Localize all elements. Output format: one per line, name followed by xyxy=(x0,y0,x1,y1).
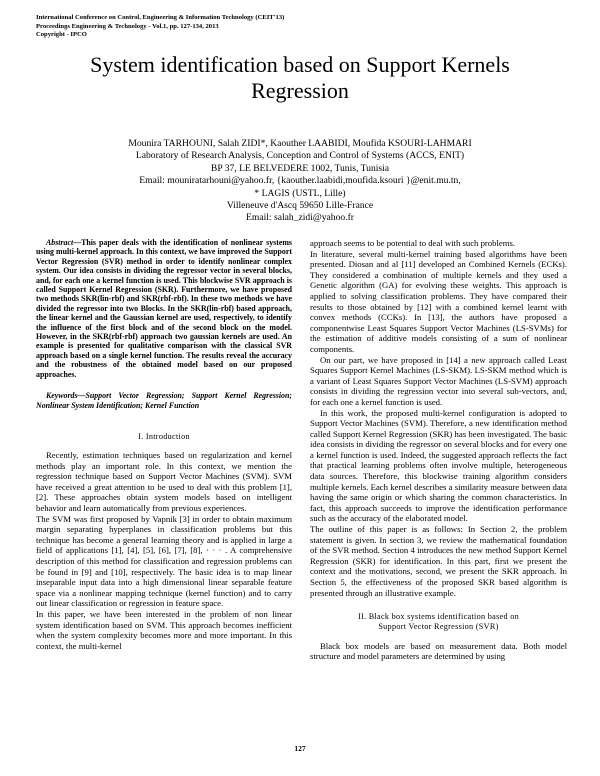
affiliation-1: Laboratory of Research Analysis, Conception and Control of Systems (ACCS, ENIT) xyxy=(135,150,465,162)
right-paragraph-3: On our part, we have proposed in [14] a new approach called Least Squares Support Kernel Machines (LS-SKM). LS-SKM method which is a variant of Least Squares Support Vector Machines (LS-SVM) approach consists in dividing the regression vector into several sub-vectors, and, for each one a kernel function is used. xyxy=(310,354,567,407)
author-names: Mounira TARHOUNI, Salah ZIDI*, Kaouther LAABIDI, Moufida KSOURI-LAHMARI xyxy=(128,138,472,149)
intro-paragraph-2: The SVM was first proposed by Vapnik [3] in order to obtain maximum margin separating hyperplanes in classification problems but this technique has become a general learning theory and is applied in large a field of applications [1], [4], [5], [6], [7], [8], · · · . A comprehensive description of this method for classification and regression problems can be found in [9] and [10], respectively. The basic idea is to map linear inseparable input data into a high dimensional linear separable feature space via a nonlinear mapping technique (kernel function) and to carry out linear classification or regression in feature space. xyxy=(36,513,292,609)
affiliation-4: Villeneuve d'Ascq 59650 Lille-France xyxy=(226,200,374,212)
intro-paragraph-1: Recently, estimation techniques based on regularization and kernel methods play an important role. In this context, we mention the regression technique based on Support Vector Machines (SVM). SVM have received a great attention to be used to deal with this problem [1], [2]. These approaches obtain system models based on intelligent behavior and learn automatically from previous experiences. xyxy=(36,450,292,514)
header-line-3: Copyright - IPCO xyxy=(36,31,87,39)
affiliation-3: * LAGIS (USTL, Lille) xyxy=(254,187,346,199)
right-column xyxy=(310,238,567,662)
abstract xyxy=(36,238,292,379)
paper-title xyxy=(30,52,570,104)
right-paragraph-1: approach seems to be potential to deal with such problems. xyxy=(310,238,516,248)
header-line-2: Proceedings Engineering & Technology - Vol.1, pp. 127-134, 2013 xyxy=(36,22,219,30)
author-block xyxy=(40,138,560,225)
header-line-1: International Conference on Control, Engineering & Information Technology (CEIT'13) xyxy=(36,14,285,21)
right-paragraph-5: The outline of this paper is as follows: In Section 2, the problem statement is given. In section 3, we review the mathematical foundation of the SVR method. Section 4 introduces the new method Support Kernel Regression (SKR) for identification. In this part, first we present the context and the motivations, second, we present the SKR approach. In Section 5, the effectiveness of the proposed SKR based algorithm is presented through an illustrative example. xyxy=(310,524,567,598)
title-line-1: System identification based on Support Kernels xyxy=(90,52,510,77)
author-email-1: Email: mouniratarhouni@yahoo.fr, {kaouther.laabidi,moufida.ksouri }@enit.mu.tn, xyxy=(139,175,461,187)
section-2-paragraph-1: Black box models are based on measurement data. Both model structure and model parameters are determined by using xyxy=(310,640,567,662)
title-line-2: Regression xyxy=(251,78,349,103)
abstract-label: Abstract xyxy=(46,238,74,247)
right-paragraph-4: In this work, the proposed multi-kernel configuration is adopted to Support Vector Machines (SVM). Therefore, a new identification method called Support Kernel Regression (SKR) has been investigated. The basic idea consists in dividing the regressor on several blocks and for every one a kernel function is used. Indeed, the suggested approach reflects the fact that practical learning problems often involve multiple, heterogeneous data sources. Therefore, this blockwise training algorithm considers multiple kernels. Each kernel describes a similarity measure between data having the same origin or which sharing the common characteristics. In fact, this approach succeeds to improve the identification performance such as the accuracy of the elaborated model. xyxy=(310,407,567,524)
affiliation-2: BP 37, LE BELVEDERE 1002, Tunis, Tunisia xyxy=(210,162,390,174)
intro-paragraph-3: In this paper, we have been interested in the problem of non linear system identification based on SVM. This approach becomes inefficient when the system complexity becomes more and more important. In this context, the multi-kernel xyxy=(36,609,292,651)
left-column xyxy=(36,238,292,651)
section-heading-2 xyxy=(310,612,567,632)
section-2-title-line-2: Support Vector Regression (SVR) xyxy=(378,622,499,632)
right-paragraph-2: In literature, several multi-kernel training based algorithms have been presented. Diosan and al [11] developed an Combined Kernels (ECKs). They considered a combination of multiple kernels and they used a Genetic algorithm (GA) for evolving these weights. This approach is applied to solving classification problems. They have compared their results to those obtained by [12] with a combined kernel learnt with convex methods (CCKs). In [13], the authors have proposed a componentwise Least Squares Support Vector Machines (LS-SVMs) for the estimation of additive models consisting of a sum of nonlinear components. xyxy=(310,248,567,354)
keywords: Keywords—Support Vector Regression; Support Kernel Regression; Nonlinear System Identification; Kernel Function xyxy=(36,391,292,410)
section-2-title-line-1: II. Black box systems identification based on xyxy=(357,612,520,622)
conference-header xyxy=(36,14,284,40)
page-number: 127 xyxy=(294,744,306,753)
abstract-text: —This paper deals with the identification of nonlinear systems using multi-kernel approach. In this context, we have improved the Support Vector Regression (SVR) method in order to identify nonlinear complex system. Our idea consists in dividing the regressor vector in several blocks, and, for each one a kernel function is used. This blockwise SVR approach is called Support Kernel Regression (SKR). Furthermore, we have proposed two methods SKR(lin-rbf) and SKR(rbf-rbf). In these two methods we have divided the regressor into two Blocks. In the SKR(lin-rbf) based approach, the linear kernel and the Gaussian kernel are used, respectively, to identify the influence of the first block and of the second block on the model. However, in the SKR(rbf-rbf) approach two gaussian kernels are used. An example is presented for qualitative comparison with the classical SVR approach based on a single kernel function. The results reveal the accuracy and the robustness of the obtained model based on our proposed approaches. xyxy=(36,238,292,379)
author-email-2: Email: salah_zidi@yahoo.fr xyxy=(246,212,354,224)
section-heading-introduction: I. Introduction xyxy=(138,431,190,441)
